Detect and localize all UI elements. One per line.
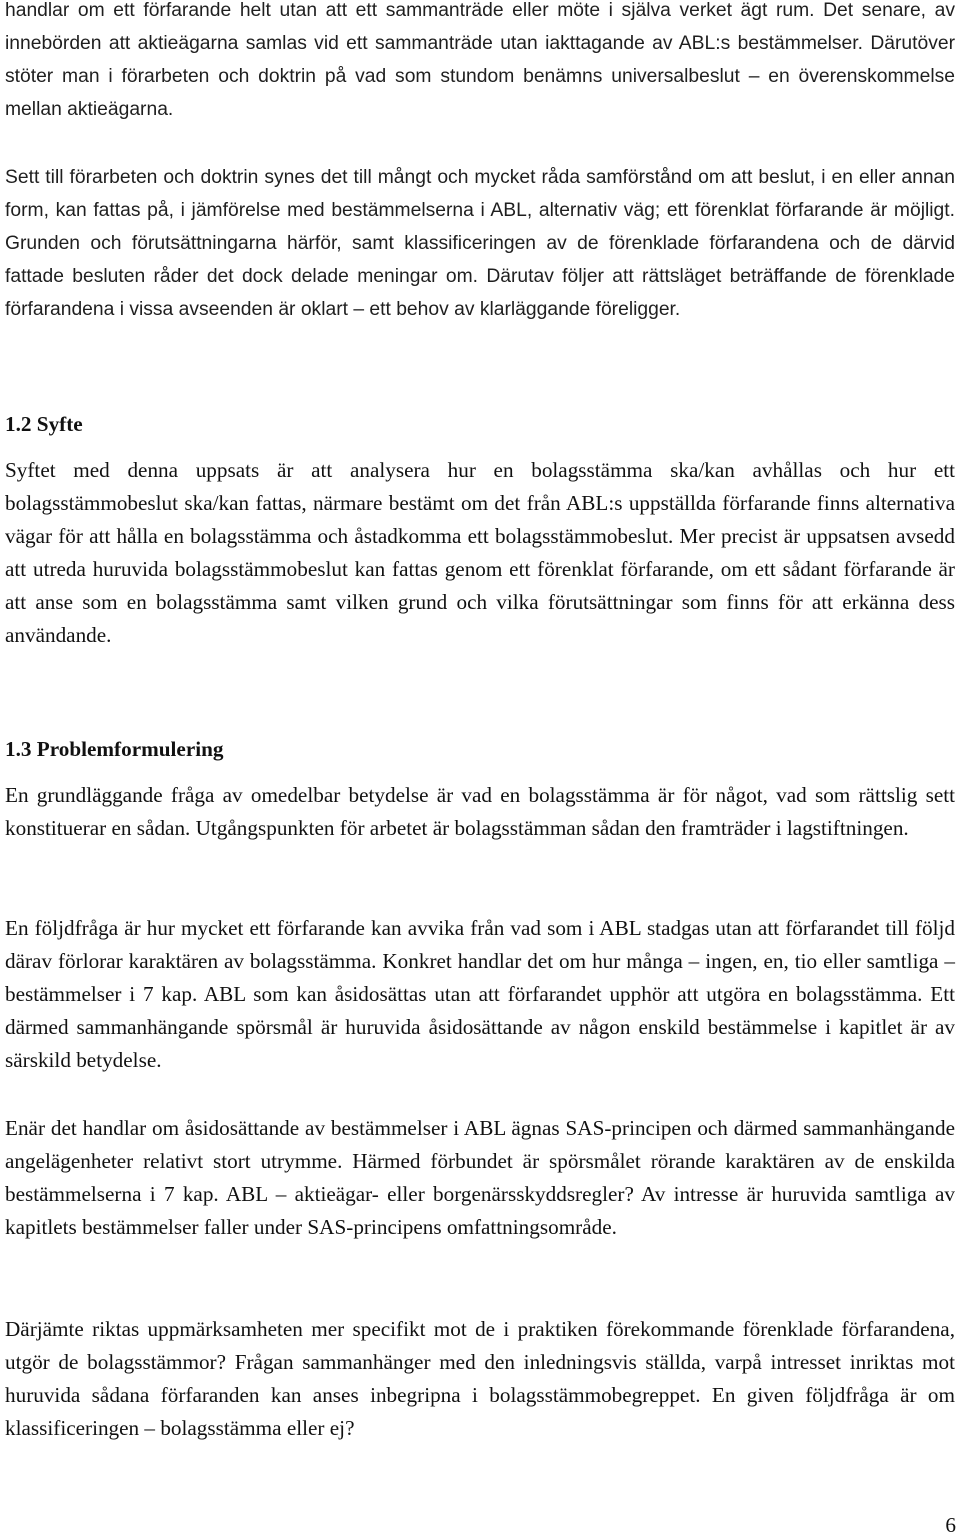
paragraph-samforstand: Sett till förarbeten och doktrin synes det till mångt och mycket råda samförstånd om att beslut, i en eller annan form, kan fattas på, i jämförelse med bestämmelserna i ABL, alternativ väg; ett förenklat förfarande är möjligt. Grunden och förutsättningarna härför, samt klassificeringen av de förenklade förfarandena och de därvid fattade besluten råder det dock delade meningar om. Därutav följer att rättsläget beträffande de förenklade förfarandena i vissa avseenden är oklart – ett behov av klarläggande föreligger. (5, 167, 955, 320)
paragraph-forenklade-forfaranden: Därjämte riktas uppmärksamheten mer specifikt mot de i praktiken förekommande förenklade förfarandena, utgör de bolagsstämmor? Frågan sammanhänger med den inledningsvis ställda, varpå intresset inriktas mot huruvida sådana förfaranden kan anses inbegripna i bolagsstämmobegreppet. En given följdfråga är om klassificeringen – bolagsstämma eller ej? (5, 1317, 955, 1440)
page-number: 6 (945, 1513, 956, 1537)
paragraph-grundlaggande-fraga: En grundläggande fråga av omedelbar betydelse är vad en bolagsstämma är för något, vad som rättslig sett konstituerar en sådan. Utgångspunkten för arbetet är bolagsstämman sådan den framträder i lagstiftningen. (5, 783, 955, 840)
paragraph-forfarande-utan-moete: handlar om ett förfarande helt utan att ett sammanträde eller möte i själva verket ägt rum. Det senare, av innebörden att aktieägarna samlas vid ett sammanträde utan iakttagande av ABL:s bestämmelser. Därutöver stöter man i förarbeten och doktrin på vad som stundom benämns universalbeslut – en överenskommelse mellan aktieägarna. (5, 0, 955, 120)
paragraph-syfte: Syftet med denna uppsats är att analysera hur en bolagsstämma ska/kan avhållas och hur ett bolagsstämmobeslut ska/kan fattas, närmare bestämt om det från ABL:s uppställda förfarande finns alternativa vägar för att hålla en bolagsstämma och åstadkomma ett bolagsstämmobeslut. Mer precist är uppsatsen avsedd att utreda huruvida bolagsstämmobeslut kan fattas genom ett förenklat förfarande, om ett sådant förfarande är att anse som en bolagsstämma samt vilken grund och vilka förutsättningar som finns för att erkänna dess användande. (5, 458, 955, 647)
paragraph-sas-principen: Enär det handlar om åsidosättande av bestämmelser i ABL ägnas SAS-principen och därmed sammanhängande angelägenheter relativt stort utrymme. Härmed förbundet är spörsmålet rörande karaktären av de enskilda bestämmelserna i 7 kap. ABL – aktieägar- eller borgenärsskyddsregler? Av intresse är huruvida samtliga av kapitlets bestämmelser faller under SAS-principens omfattningsområde. (5, 1116, 955, 1239)
paragraph-foljdfraga: En följdfråga är hur mycket ett förfarande kan avvika från vad som i ABL stadgas utan att förfarandet till följd därav förlorar karaktären av bolagsstämma. Konkret handlar det om hur många – ingen, en, tio eller samtliga – bestämmelser i 7 kap. ABL som kan åsidosättas utan att förfarandet upphör att utgöra en bolagsstämma. Ett därmed sammanhängande spörsmål är huruvida åsidosättande av någon enskild bestämmelse i kapitlet är av särskild betydelse. (5, 916, 955, 1072)
section-heading-syfte: 1.2 Syfte (5, 412, 83, 436)
section-heading-problemformulering: 1.3 Problemformulering (5, 737, 224, 761)
